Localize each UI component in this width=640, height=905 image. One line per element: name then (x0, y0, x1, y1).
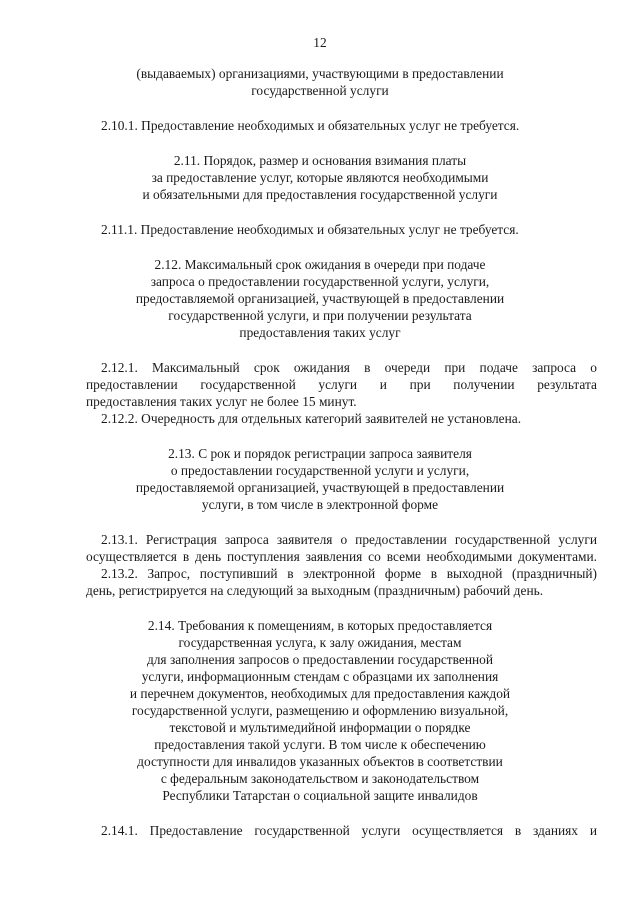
heading-2-14-line-4: услуги, информационным стендам с образцами их заполнения (141, 669, 499, 684)
intro-line-1: (выдаваемых) организациями, участвующими в предоставлении (136, 66, 504, 81)
heading-2-13-line-1: 2.13. С рок и порядок регистрации запроса заявителя (168, 446, 472, 461)
paragraph-2-13-2-line-1: 2.13.2. Запрос, поступивший в электронной форме в выходной (праздничный) (101, 566, 597, 581)
heading-2-14-line-8: предоставления такой услуги. В том числе к обеспечению (154, 737, 486, 752)
paragraph-2-12-1-line-3: предоставления таких услуг не более 15 минут. (86, 394, 357, 409)
heading-2-14-line-7: текстовой и мультимедийной информации о порядке (169, 720, 471, 735)
page-number: 12 (313, 35, 327, 50)
paragraph-2-13-1-line-2: осуществляется в день поступления заявления со всеми необходимыми документами. (86, 549, 597, 564)
heading-2-14-line-3: для заполнения запросов о предоставлении государственной (146, 652, 494, 667)
intro-line-2: государственной услуги (251, 83, 389, 98)
heading-2-14-line-6: государственной услуги, размещению и оформлению визуальной, (131, 703, 509, 718)
paragraph-2-12-1-line-1: 2.12.1. Максимальный срок ожидания в очереди при подаче запроса о (101, 360, 597, 375)
heading-2-13-line-3: предоставляемой организацией, участвующей в предоставлении (135, 480, 505, 495)
heading-2-12-line-4: государственной услуги, и при получении результата (168, 308, 472, 323)
heading-2-14-line-2: государственная услуга, к залу ожидания, местам (178, 635, 462, 650)
heading-2-14-line-5: и перечнем документов, необходимых для предоставления каждой (129, 686, 511, 701)
paragraph-2-11-1: 2.11.1. Предоставление необходимых и обязательных услуг не требуется. (101, 222, 519, 237)
heading-2-12-line-2: запроса о предоставлении государственной услуги, услуги, (150, 274, 490, 289)
heading-2-11-line-2: за предоставление услуг, которые являются необходимыми (151, 170, 489, 185)
paragraph-2-14-1-line-1: 2.14.1. Предоставление государственной услуги осуществляется в зданиях и (101, 823, 597, 838)
paragraph-2-13-1-line-1: 2.13.1. Регистрация запроса заявителя о предоставлении государственной услуги (101, 532, 597, 547)
heading-2-14-line-9: доступности для инвалидов указанных объектов в соответствии (137, 754, 503, 769)
heading-2-14-line-11: Республики Татарстан о социальной защите инвалидов (162, 788, 478, 803)
paragraph-2-12-2: 2.12.2. Очередность для отдельных категорий заявителей не установлена. (101, 411, 522, 426)
heading-2-12-line-3: предоставляемой организацией, участвующей в предоставлении (135, 291, 505, 306)
heading-2-14-line-10: с федеральным законодательством и законодательством (160, 771, 480, 786)
paragraph-2-12-1-line-2: предоставлении государственной услуги и при получении результата (86, 377, 597, 392)
heading-2-11-line-1: 2.11. Порядок, размер и основания взимания платы (173, 153, 467, 168)
heading-2-13-line-4: услуги, в том числе в электронной форме (201, 497, 439, 512)
paragraph-2-10-1: 2.10.1. Предоставление необходимых и обязательных услуг не требуется. (101, 118, 520, 133)
heading-2-11-line-3: и обязательными для предоставления государственной услуги (142, 187, 498, 202)
heading-2-12-line-1: 2.12. Максимальный срок ожидания в очереди при подаче (154, 257, 486, 272)
heading-2-14-line-1: 2.14. Требования к помещениям, в которых предоставляется (147, 618, 493, 633)
paragraph-2-13-2-line-2: день, регистрируется на следующий за выходным (праздничным) рабочий день. (86, 583, 544, 598)
heading-2-13-line-2: о предоставлении государственной услуги и услуги, (170, 463, 470, 478)
heading-2-12-line-5: предоставления таких услуг (239, 325, 401, 340)
